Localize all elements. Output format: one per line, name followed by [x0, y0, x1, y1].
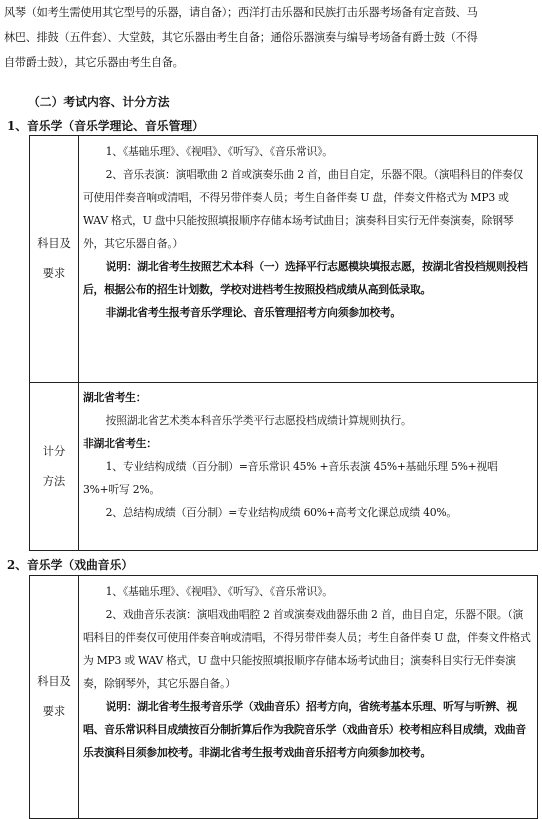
label-line: 方法 [42, 474, 66, 488]
part1-title: 1、音乐学（音乐学理论、音乐管理） [7, 119, 204, 133]
content-paragraph: 1、《基础乐理》、《视唱》、《听写》、《音乐常识》。 [105, 585, 333, 598]
label-line: 科目及 [37, 237, 71, 250]
note-paragraph: 非湖北省考生报考音乐学理论、音乐管理招考方向须参加校考。 [105, 306, 401, 319]
intro-paragraph [4, 0, 536, 75]
intro-line-2: 林巴、排鼓（五件套）、大堂鼓，其它乐器由考生自备；通俗乐器演奏与编导考场备有爵士鼓（不得 [4, 31, 478, 44]
section-heading: （二）考试内容、计分方法 [28, 95, 170, 109]
intro-line-1: 风琴（如考生需使用其它型号的乐器，请自备）；西洋打击乐器和民族打击乐器考场备有定音鼓、马 [4, 6, 478, 19]
part2-requirements-content [79, 576, 538, 819]
subheading: 湖北省考生： [83, 391, 147, 404]
content-paragraph: 1、《基础乐理》、《视唱》、《听写》、《音乐常识》。 [105, 145, 333, 158]
label-line: 要求 [42, 267, 66, 280]
note-paragraph: 说明：湖北省考生报考音乐学（戏曲音乐）招考方向，省统考基本乐理、听写与听辨、视唱、音乐常识科目成绩按百分制折算后作为我院音乐学（戏曲音乐）校考相应科目成绩，戏曲音乐表演科目须参加校考。非湖北省考生报考戏曲音乐招考方向须参加校考。 [83, 700, 526, 759]
note-paragraph: 说明：湖北省考生按照艺术本科（一）选择平行志愿模块填报志愿，按湖北省投档规则投档后，根据公布的招生计划数，学校对进档考生按照投档成绩从高到低录取。 [83, 260, 528, 296]
content-paragraph: 按照湖北省艺术类本科音乐学类平行志愿投档成绩计算规则执行。 [105, 414, 412, 427]
intro-line-3: 自带爵士鼓），其它乐器由考生自备。 [4, 56, 184, 69]
part1-scoring-content [79, 383, 538, 551]
part2-table [29, 575, 538, 819]
part2-requirements-row [30, 576, 538, 819]
part1-scoring-label [30, 383, 79, 551]
label-line: 科目及 [37, 675, 71, 688]
content-paragraph: 2、戏曲音乐表演：演唱戏曲唱腔 2 首或演奏戏曲器乐曲 2 首，曲目自定，乐器不限。（演唱科目的伴奏仅可使用伴奏音响或清唱，不得另带伴奏人员；考生自备伴奏 U 盘，伴奏文件格式为 MP3 或 WAV 格式，U 盘中只能按照填报顺序存储本场考试曲目；演奏科目实行无伴奏演奏，除钢琴外，其它乐器自备。） [83, 608, 531, 690]
content-paragraph: 1、专业结构成绩（百分制）=音乐常识 45% +音乐表演 45%+基础乐理 5%+视唱 3%+听写 2%。 [83, 460, 498, 496]
part1-scoring-row [30, 383, 538, 551]
part1-requirements-content [79, 136, 538, 383]
content-paragraph: 2、音乐表演：演唱歌曲 2 首或演奏乐曲 2 首，曲目自定，乐器不限。（演唱科目的伴奏仅可使用伴奏音响或清唱，不得另带伴奏人员；考生自备伴奏 U 盘，伴奏文件格式为 MP3 或 WAV 格式，U 盘中只能按照填报顺序存储本场考试曲目；演奏科目实行无伴奏演奏，除钢琴外，其它乐器自备。） [83, 168, 524, 250]
part2-requirements-label [30, 576, 79, 819]
label-line: 计分 [42, 444, 66, 458]
label-line: 要求 [42, 705, 66, 718]
subheading: 非湖北省考生： [83, 437, 157, 450]
part2-title: 2、音乐学（戏曲音乐） [7, 558, 134, 572]
part1-requirements-label [30, 136, 79, 383]
part1-table [29, 135, 538, 551]
content-paragraph: 2、总结构成绩（百分制）=专业结构成绩 60%+高考文化课总成绩 40%。 [105, 506, 457, 519]
part1-requirements-row [30, 136, 538, 383]
